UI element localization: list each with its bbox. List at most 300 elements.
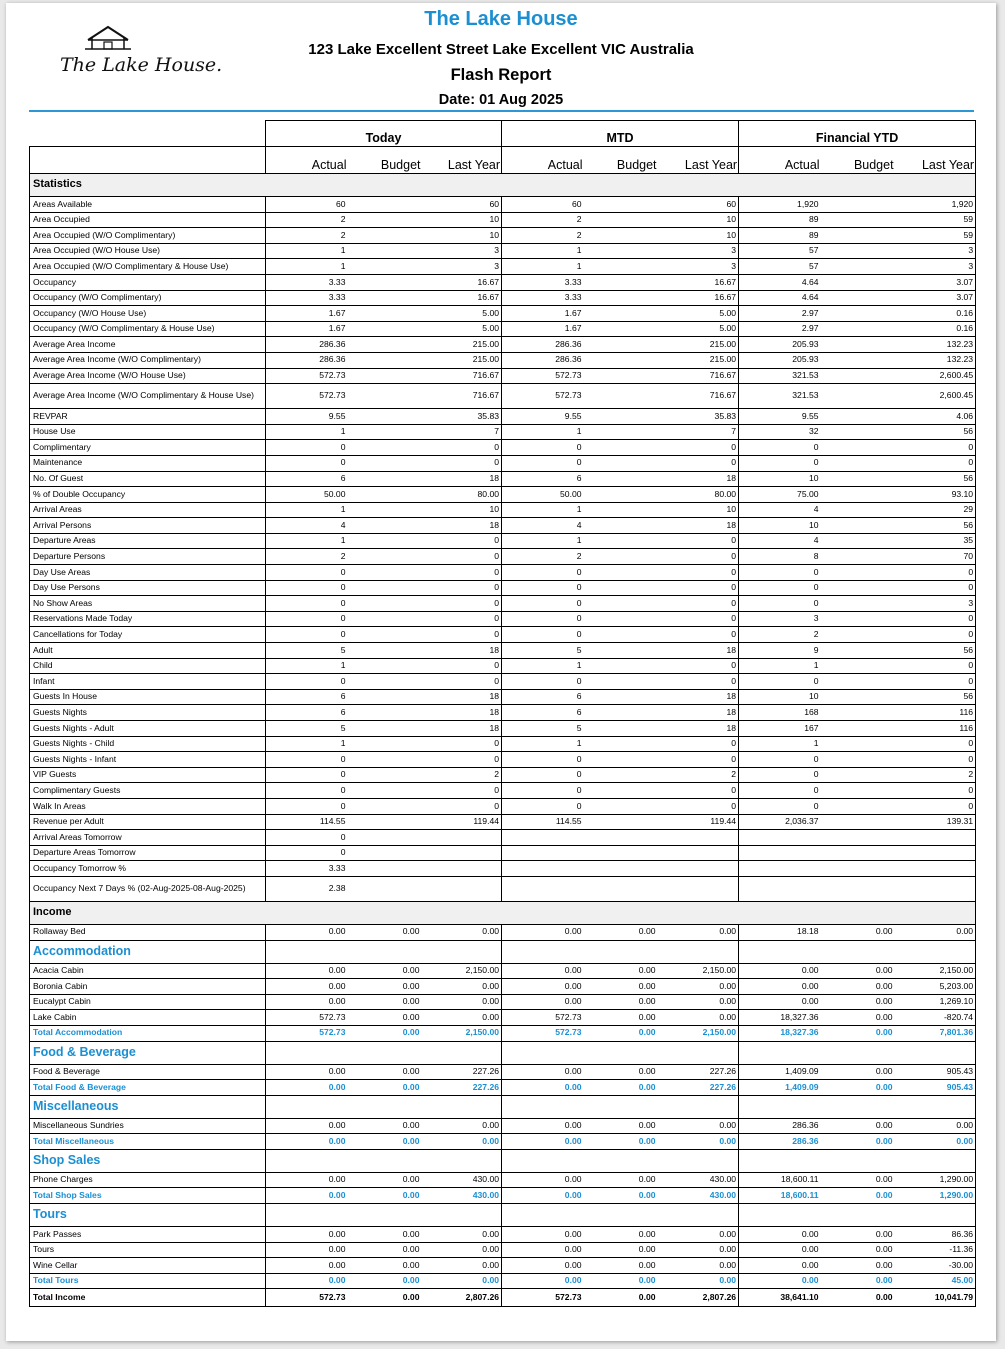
- mtd-actual-cell: 2: [502, 228, 584, 244]
- ytd-actual-cell: [739, 845, 821, 861]
- today-budget-cell: [348, 243, 422, 259]
- today-actual-cell: 0: [266, 783, 348, 799]
- today-last-year-cell: 0: [422, 736, 502, 752]
- mtd-budget-cell: [584, 487, 658, 503]
- mtd-budget-cell: 0.00: [584, 1134, 658, 1150]
- row-label: Total Income: [30, 1289, 266, 1307]
- ytd-last-year-cell: 0: [895, 627, 976, 643]
- ytd-actual-cell: 18,600.11: [739, 1172, 821, 1188]
- category-fill: [739, 1204, 976, 1227]
- ytd-budget-cell: [821, 767, 895, 783]
- today-actual-cell: 0: [266, 752, 348, 768]
- mtd-budget-cell: [584, 705, 658, 721]
- mtd-last-year-cell: 5.00: [658, 306, 739, 322]
- row-label: Miscellaneous Sundries: [30, 1118, 266, 1134]
- ytd-budget-cell: [821, 368, 895, 384]
- mtd-budget-cell: [584, 736, 658, 752]
- mtd-last-year-cell: 18: [658, 721, 739, 737]
- today-budget-cell: 0.00: [348, 1258, 422, 1274]
- today-actual-cell: 0.00: [266, 979, 348, 995]
- group-header-today: Today: [266, 121, 502, 147]
- row-label: Guests Nights - Infant: [30, 752, 266, 768]
- ytd-last-year-cell: 0: [895, 440, 976, 456]
- row-label: Area Occupied: [30, 212, 266, 228]
- ytd-last-year-cell: 0: [895, 565, 976, 581]
- today-budget-cell: 0.00: [348, 1064, 422, 1080]
- today-last-year-cell: 0: [422, 611, 502, 627]
- today-last-year-cell: 35.83: [422, 409, 502, 425]
- mtd-last-year-cell: 0.00: [658, 994, 739, 1010]
- mtd-last-year-cell: 10: [658, 212, 739, 228]
- mtd-last-year-cell: 0.00: [658, 979, 739, 995]
- ytd-last-year-cell: 2: [895, 767, 976, 783]
- ytd-actual-cell: 89: [739, 228, 821, 244]
- mtd-budget-cell: [584, 352, 658, 368]
- mtd-last-year-cell: 0.00: [658, 924, 739, 940]
- row-label: Infant: [30, 674, 266, 690]
- today-actual-cell: 0.00: [266, 1172, 348, 1188]
- mtd-actual-cell: 4: [502, 518, 584, 534]
- ytd-last-year-cell: 0: [895, 752, 976, 768]
- today-budget-cell: [348, 471, 422, 487]
- statistics-row: [30, 471, 976, 487]
- today-budget-cell: [348, 368, 422, 384]
- today-budget-cell: 0.00: [348, 1080, 422, 1096]
- today-actual-cell: 1: [266, 533, 348, 549]
- mtd-actual-cell: 2: [502, 549, 584, 565]
- today-budget-cell: [348, 736, 422, 752]
- category-title: Tours: [30, 1204, 266, 1227]
- today-actual-cell: 1: [266, 424, 348, 440]
- today-budget-cell: [348, 861, 422, 877]
- ytd-budget-cell: [821, 736, 895, 752]
- today-actual-cell: 1: [266, 259, 348, 275]
- today-budget-cell: 0.00: [348, 979, 422, 995]
- today-actual-cell: 0: [266, 440, 348, 456]
- mtd-last-year-cell: 7: [658, 424, 739, 440]
- category-header-row: [30, 1095, 976, 1118]
- category-fill: [266, 940, 502, 963]
- today-actual-cell: 572.73: [266, 384, 348, 409]
- statistics-row: [30, 306, 976, 322]
- mtd-budget-cell: [584, 721, 658, 737]
- ytd-actual-cell: 1,409.09: [739, 1080, 821, 1096]
- logo-text: The Lake House.: [60, 54, 223, 76]
- statistics-row: [30, 290, 976, 306]
- mtd-actual-cell: 5: [502, 721, 584, 737]
- ytd-last-year-cell: 905.43: [895, 1064, 976, 1080]
- ytd-actual-cell: 57: [739, 259, 821, 275]
- mtd-budget-cell: 0.00: [584, 994, 658, 1010]
- ytd-last-year-cell: 132.23: [895, 337, 976, 353]
- today-actual-cell: 0: [266, 455, 348, 471]
- today-budget-cell: [348, 455, 422, 471]
- sub-header-last-year: Last Year: [895, 147, 976, 174]
- ytd-budget-cell: 0.00: [821, 924, 895, 940]
- statistics-row: [30, 876, 976, 901]
- today-actual-cell: 0: [266, 798, 348, 814]
- ytd-budget-cell: [821, 337, 895, 353]
- ytd-actual-cell: 0: [739, 596, 821, 612]
- today-budget-cell: [348, 596, 422, 612]
- category-total-row: [30, 1134, 976, 1150]
- today-budget-cell: 0.00: [348, 1289, 422, 1307]
- today-budget-cell: [348, 212, 422, 228]
- ytd-last-year-cell: 3: [895, 243, 976, 259]
- ytd-budget-cell: [821, 306, 895, 322]
- today-budget-cell: [348, 627, 422, 643]
- ytd-budget-cell: 0.00: [821, 1289, 895, 1307]
- today-actual-cell: 0: [266, 627, 348, 643]
- mtd-budget-cell: [584, 767, 658, 783]
- mtd-last-year-cell: 18: [658, 643, 739, 659]
- ytd-last-year-cell: 0: [895, 798, 976, 814]
- mtd-actual-cell: [502, 830, 584, 846]
- row-label: Guests Nights: [30, 705, 266, 721]
- today-actual-cell: 2.38: [266, 876, 348, 901]
- today-budget-cell: [348, 752, 422, 768]
- today-last-year-cell: 430.00: [422, 1172, 502, 1188]
- mtd-actual-cell: 6: [502, 705, 584, 721]
- today-budget-cell: [348, 721, 422, 737]
- mtd-budget-cell: 0.00: [584, 1010, 658, 1026]
- today-actual-cell: 0: [266, 596, 348, 612]
- statistics-section-title: Statistics: [30, 174, 976, 197]
- mtd-actual-cell: 0: [502, 565, 584, 581]
- today-budget-cell: 0.00: [348, 1172, 422, 1188]
- today-actual-cell: 0.00: [266, 1227, 348, 1243]
- ytd-last-year-cell: [895, 861, 976, 877]
- mtd-actual-cell: 1.67: [502, 306, 584, 322]
- mtd-last-year-cell: 10: [658, 502, 739, 518]
- today-last-year-cell: 0: [422, 549, 502, 565]
- today-budget-cell: [348, 274, 422, 290]
- category-fill: [502, 1095, 739, 1118]
- ytd-last-year-cell: 45.00: [895, 1273, 976, 1289]
- mtd-actual-cell: 0: [502, 783, 584, 799]
- ytd-budget-cell: 0.00: [821, 1118, 895, 1134]
- ytd-actual-cell: 168: [739, 705, 821, 721]
- today-last-year-cell: 0.00: [422, 924, 502, 940]
- mtd-budget-cell: [584, 197, 658, 213]
- today-last-year-cell: 60: [422, 197, 502, 213]
- sub-header-budget: Budget: [584, 147, 658, 174]
- today-actual-cell: 0.00: [266, 994, 348, 1010]
- ytd-actual-cell: 0.00: [739, 994, 821, 1010]
- mtd-last-year-cell: 35.83: [658, 409, 739, 425]
- ytd-actual-cell: [739, 830, 821, 846]
- ytd-budget-cell: 0.00: [821, 1064, 895, 1080]
- today-last-year-cell: 0: [422, 783, 502, 799]
- row-label: Departure Persons: [30, 549, 266, 565]
- today-last-year-cell: 0.00: [422, 1258, 502, 1274]
- today-actual-cell: 0.00: [266, 1273, 348, 1289]
- grand-total-row: [30, 1289, 976, 1307]
- row-label: Phone Charges: [30, 1172, 266, 1188]
- mtd-actual-cell: 0: [502, 440, 584, 456]
- ytd-last-year-cell: 3: [895, 259, 976, 275]
- today-actual-cell: 0: [266, 580, 348, 596]
- mtd-actual-cell: 5: [502, 643, 584, 659]
- mtd-last-year-cell: [658, 861, 739, 877]
- ytd-actual-cell: 18,327.36: [739, 1010, 821, 1026]
- mtd-last-year-cell: 0: [658, 627, 739, 643]
- statistics-row: [30, 705, 976, 721]
- statistics-row: [30, 627, 976, 643]
- mtd-actual-cell: 572.73: [502, 368, 584, 384]
- mtd-budget-cell: 0.00: [584, 1188, 658, 1204]
- today-last-year-cell: 0.00: [422, 1118, 502, 1134]
- row-label: Wine Cellar: [30, 1258, 266, 1274]
- today-actual-cell: 0: [266, 565, 348, 581]
- statistics-row: [30, 580, 976, 596]
- header-blank: [30, 121, 266, 147]
- mtd-last-year-cell: 0.00: [658, 1258, 739, 1274]
- mtd-actual-cell: [502, 845, 584, 861]
- today-actual-cell: 114.55: [266, 814, 348, 830]
- ytd-budget-cell: [821, 384, 895, 409]
- ytd-last-year-cell: 0: [895, 658, 976, 674]
- row-label: Average Area Income (W/O Complimentary): [30, 352, 266, 368]
- report-name: Flash Report: [450, 66, 552, 84]
- ytd-last-year-cell: 56: [895, 471, 976, 487]
- mtd-actual-cell: 0.00: [502, 1227, 584, 1243]
- category-header-row: [30, 1149, 976, 1172]
- ytd-actual-cell: 0: [739, 440, 821, 456]
- mtd-actual-cell: 572.73: [502, 1010, 584, 1026]
- today-actual-cell: 1: [266, 243, 348, 259]
- statistics-row: [30, 352, 976, 368]
- ytd-last-year-cell: 0: [895, 455, 976, 471]
- row-label: Average Area Income: [30, 337, 266, 353]
- mtd-last-year-cell: [658, 845, 739, 861]
- today-last-year-cell: 215.00: [422, 352, 502, 368]
- ytd-actual-cell: 0: [739, 798, 821, 814]
- income-row: [30, 1227, 976, 1243]
- today-last-year-cell: 0: [422, 580, 502, 596]
- mtd-budget-cell: 0.00: [584, 1025, 658, 1041]
- mtd-last-year-cell: 0.00: [658, 1273, 739, 1289]
- ytd-last-year-cell: 56: [895, 643, 976, 659]
- ytd-budget-cell: [821, 471, 895, 487]
- today-last-year-cell: [422, 830, 502, 846]
- ytd-actual-cell: 321.53: [739, 368, 821, 384]
- today-actual-cell: 6: [266, 705, 348, 721]
- sub-header-budget: Budget: [348, 147, 422, 174]
- ytd-actual-cell: 1,409.09: [739, 1064, 821, 1080]
- mtd-last-year-cell: 0: [658, 783, 739, 799]
- income-row: [30, 979, 976, 995]
- mtd-budget-cell: [584, 876, 658, 901]
- row-label: Park Passes: [30, 1227, 266, 1243]
- mtd-budget-cell: [584, 627, 658, 643]
- today-actual-cell: 1.67: [266, 306, 348, 322]
- category-fill: [739, 1095, 976, 1118]
- ytd-last-year-cell: 10,041.79: [895, 1289, 976, 1307]
- ytd-actual-cell: 8: [739, 549, 821, 565]
- ytd-actual-cell: 1: [739, 658, 821, 674]
- mtd-actual-cell: [502, 876, 584, 901]
- ytd-last-year-cell: 70: [895, 549, 976, 565]
- statistics-row: [30, 259, 976, 275]
- header-divider: [29, 110, 974, 112]
- mtd-actual-cell: 0.00: [502, 1134, 584, 1150]
- mtd-budget-cell: [584, 814, 658, 830]
- mtd-actual-cell: 0: [502, 752, 584, 768]
- ytd-actual-cell: 18,327.36: [739, 1025, 821, 1041]
- statistics-row: [30, 689, 976, 705]
- ytd-budget-cell: [821, 243, 895, 259]
- ytd-last-year-cell: 86.36: [895, 1227, 976, 1243]
- row-label: Guests Nights - Child: [30, 736, 266, 752]
- ytd-last-year-cell: 59: [895, 212, 976, 228]
- mtd-actual-cell: 0: [502, 580, 584, 596]
- today-actual-cell: 0: [266, 674, 348, 690]
- ytd-last-year-cell: 3: [895, 596, 976, 612]
- today-actual-cell: 2: [266, 549, 348, 565]
- row-label: Lake Cabin: [30, 1010, 266, 1026]
- mtd-actual-cell: 1: [502, 424, 584, 440]
- ytd-budget-cell: [821, 783, 895, 799]
- ytd-last-year-cell: 1,269.10: [895, 994, 976, 1010]
- today-budget-cell: 0.00: [348, 1188, 422, 1204]
- today-actual-cell: 286.36: [266, 337, 348, 353]
- mtd-last-year-cell: 16.67: [658, 290, 739, 306]
- row-label: Eucalypt Cabin: [30, 994, 266, 1010]
- mtd-actual-cell: 0.00: [502, 994, 584, 1010]
- mtd-actual-cell: 0.00: [502, 963, 584, 979]
- today-budget-cell: 0.00: [348, 994, 422, 1010]
- mtd-budget-cell: [584, 518, 658, 534]
- today-last-year-cell: 227.26: [422, 1064, 502, 1080]
- statistics-row: [30, 409, 976, 425]
- income-row: [30, 1172, 976, 1188]
- row-label: Total Shop Sales: [30, 1188, 266, 1204]
- income-row: [30, 963, 976, 979]
- mtd-last-year-cell: 18: [658, 471, 739, 487]
- mtd-budget-cell: [584, 409, 658, 425]
- today-last-year-cell: 18: [422, 705, 502, 721]
- ytd-budget-cell: 0.00: [821, 1025, 895, 1041]
- row-label: Day Use Persons: [30, 580, 266, 596]
- mtd-actual-cell: 1: [502, 259, 584, 275]
- mtd-last-year-cell: 0: [658, 611, 739, 627]
- mtd-actual-cell: 9.55: [502, 409, 584, 425]
- today-actual-cell: 0.00: [266, 1080, 348, 1096]
- ytd-budget-cell: [821, 643, 895, 659]
- today-last-year-cell: 18: [422, 721, 502, 737]
- ytd-actual-cell: 286.36: [739, 1134, 821, 1150]
- mtd-last-year-cell: 18: [658, 705, 739, 721]
- today-last-year-cell: 0: [422, 798, 502, 814]
- ytd-budget-cell: [821, 290, 895, 306]
- ytd-budget-cell: [821, 845, 895, 861]
- statistics-row: [30, 721, 976, 737]
- mtd-last-year-cell: 227.26: [658, 1064, 739, 1080]
- mtd-actual-cell: 0: [502, 596, 584, 612]
- today-last-year-cell: 0: [422, 565, 502, 581]
- row-label: Occupancy Tomorrow %: [30, 861, 266, 877]
- mtd-budget-cell: 0.00: [584, 1118, 658, 1134]
- ytd-budget-cell: [821, 658, 895, 674]
- mtd-actual-cell: 572.73: [502, 1289, 584, 1307]
- today-actual-cell: 0.00: [266, 1064, 348, 1080]
- ytd-budget-cell: [821, 424, 895, 440]
- today-actual-cell: 6: [266, 471, 348, 487]
- today-last-year-cell: 18: [422, 689, 502, 705]
- today-actual-cell: 1: [266, 736, 348, 752]
- row-label: Area Occupied (W/O House Use): [30, 243, 266, 259]
- today-actual-cell: 9.55: [266, 409, 348, 425]
- report-date: Date: 01 Aug 2025: [438, 92, 564, 108]
- mtd-last-year-cell: 0: [658, 549, 739, 565]
- today-last-year-cell: 0: [422, 752, 502, 768]
- mtd-actual-cell: 286.36: [502, 352, 584, 368]
- row-label: Boronia Cabin: [30, 979, 266, 995]
- today-last-year-cell: 18: [422, 518, 502, 534]
- mtd-actual-cell: 0.00: [502, 1188, 584, 1204]
- ytd-actual-cell: 0: [739, 674, 821, 690]
- mtd-last-year-cell: 16.67: [658, 274, 739, 290]
- today-actual-cell: 1: [266, 502, 348, 518]
- today-budget-cell: [348, 384, 422, 409]
- mtd-last-year-cell: 18: [658, 518, 739, 534]
- ytd-budget-cell: 0.00: [821, 1172, 895, 1188]
- mtd-last-year-cell: 0.00: [658, 1242, 739, 1258]
- mtd-last-year-cell: 0: [658, 596, 739, 612]
- row-label: Arrival Areas Tomorrow: [30, 830, 266, 846]
- today-actual-cell: 0.00: [266, 1258, 348, 1274]
- today-last-year-cell: 80.00: [422, 487, 502, 503]
- ytd-last-year-cell: 5,203.00: [895, 979, 976, 995]
- today-actual-cell: 3.33: [266, 274, 348, 290]
- mtd-budget-cell: [584, 596, 658, 612]
- mtd-budget-cell: [584, 658, 658, 674]
- income-row: [30, 1010, 976, 1026]
- today-last-year-cell: 0: [422, 658, 502, 674]
- mtd-last-year-cell: 0: [658, 658, 739, 674]
- mtd-budget-cell: [584, 689, 658, 705]
- today-last-year-cell: 3: [422, 243, 502, 259]
- ytd-budget-cell: [821, 596, 895, 612]
- today-budget-cell: 0.00: [348, 1273, 422, 1289]
- ytd-last-year-cell: 59: [895, 228, 976, 244]
- statistics-row: [30, 798, 976, 814]
- today-last-year-cell: 0.00: [422, 1227, 502, 1243]
- mtd-budget-cell: [584, 611, 658, 627]
- statistics-row: [30, 228, 976, 244]
- mtd-budget-cell: 0.00: [584, 1080, 658, 1096]
- mtd-budget-cell: [584, 549, 658, 565]
- statistics-row: [30, 518, 976, 534]
- today-budget-cell: [348, 502, 422, 518]
- ytd-budget-cell: [821, 409, 895, 425]
- mtd-last-year-cell: 0.00: [658, 1010, 739, 1026]
- mtd-actual-cell: 0.00: [502, 1172, 584, 1188]
- statistics-row: [30, 565, 976, 581]
- ytd-last-year-cell: 905.43: [895, 1080, 976, 1096]
- row-label: Adult: [30, 643, 266, 659]
- statistics-section-row: [30, 174, 976, 197]
- statistics-row: [30, 674, 976, 690]
- mtd-budget-cell: [584, 337, 658, 353]
- ytd-budget-cell: 0.00: [821, 1227, 895, 1243]
- ytd-actual-cell: 0.00: [739, 1242, 821, 1258]
- today-last-year-cell: 18: [422, 471, 502, 487]
- ytd-budget-cell: 0.00: [821, 1080, 895, 1096]
- category-fill: [739, 1149, 976, 1172]
- mtd-budget-cell: 0.00: [584, 1289, 658, 1307]
